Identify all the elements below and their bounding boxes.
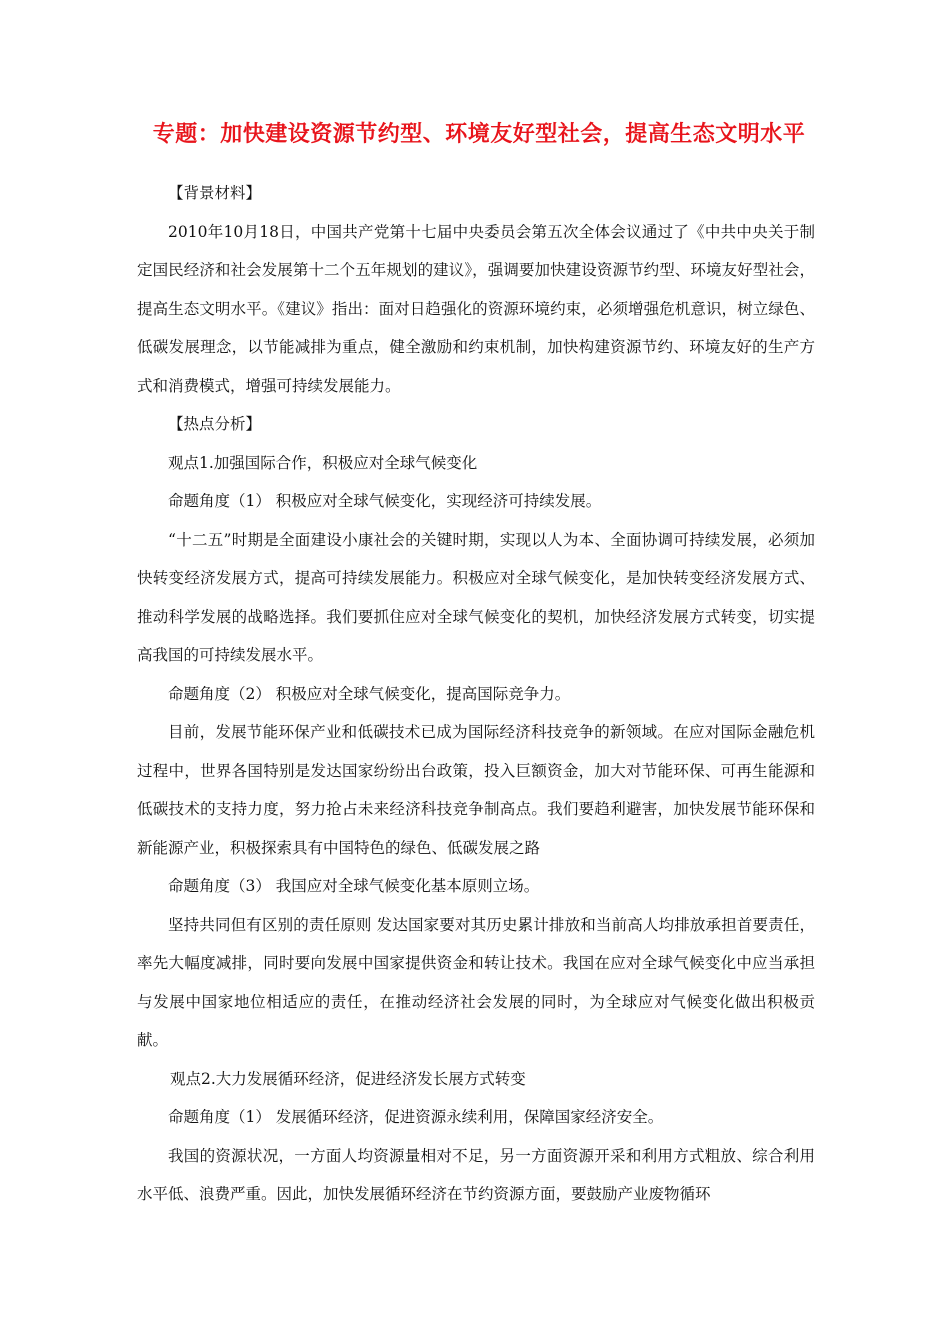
- document-title: 专题：加快建设资源节约型、环境友好型社会，提高生态文明水平: [152, 122, 806, 147]
- section-label-background: 【背景材料】: [168, 184, 262, 202]
- paragraph-background: 2010年10月18日，中国共产党第十七届中央委员会第五次全体会议通过了《中共中央关于制定国民经济和社会发展第十二个五年规划的建议》，强调要加快建设资源节约型、环境友好型社会，提高生态文明水平。《建议》指出：面对日趋强化的资源环境约束，必须增强危机意识，树立绿色、低碳发展理念，以节能减排为重点，健全激励和约束机制，加快构建资源节约、环境友好的生产方式和消费模式，增强可持续发展能力。: [137, 222, 815, 395]
- viewpoint-2-heading: 观点2.大力发展循环经济，促进经济发长展方式转变: [170, 1069, 526, 1088]
- viewpoint-1-heading: 观点1.加强国际合作，积极应对全球气候变化: [168, 453, 478, 472]
- document-body: [137, 174, 815, 1214]
- paragraph-angle-1-3: 坚持共同但有区别的责任原则 发达国家要对其历史累计排放和当前高人均排放承担首要责任，率先大幅度减排，同时要向发展中国家提供资金和转让技术。我国在应对全球气候变化中应当承担与发展中国家地位相适应的责任，在推动经济社会发展的同时，为全球应对气候变化做出积极贡献。: [137, 915, 815, 1049]
- paragraph-angle-1-1: “十二五”时期是全面建设小康社会的关键时期，实现以人为本、全面协调可持续发展，必须加快转变经济发展方式，提高可持续发展能力。积极应对全球气候变化，是加快转变经济发展方式、推动科学发展的战略选择。我们要抓住应对全球气候变化的契机，加快经济发展方式转变，切实提高我国的可持续发展水平。: [137, 530, 815, 664]
- angle-1-3-heading: 命题角度（3） 我国应对全球气候变化基本原则立场。: [168, 877, 540, 895]
- angle-1-1-heading: 命题角度（1） 积极应对全球气候变化，实现经济可持续发展。: [168, 492, 602, 510]
- angle-1-2-heading: 命题角度（2） 积极应对全球气候变化，提高国际竞争力。: [168, 684, 571, 703]
- paragraph-angle-1-2: 目前，发展节能环保产业和低碳技术已成为国际经济科技竞争的新领域。在应对国际金融危机过程中，世界各国特别是发达国家纷纷出台政策，投入巨额资金，加大对节能环保、可再生能源和低碳技术的支持力度，努力抢占未来经济科技竞争制高点。我们要趋利避害，加快发展节能环保和新能源产业，积极探索具有中国特色的绿色、低碳发展之路: [137, 723, 815, 857]
- paragraph-angle-2-1: 我国的资源状况，一方面人均资源量相对不足，另一方面资源开采和利用方式粗放、综合利用水平低、浪费严重。因此，加快发展循环经济在节约资源方面，要鼓励产业废物循环: [137, 1146, 815, 1203]
- section-label-analysis: 【热点分析】: [168, 415, 262, 433]
- angle-2-1-heading: 命题角度（1） 发展循环经济，促进资源永续利用，保障国家经济安全。: [168, 1108, 664, 1126]
